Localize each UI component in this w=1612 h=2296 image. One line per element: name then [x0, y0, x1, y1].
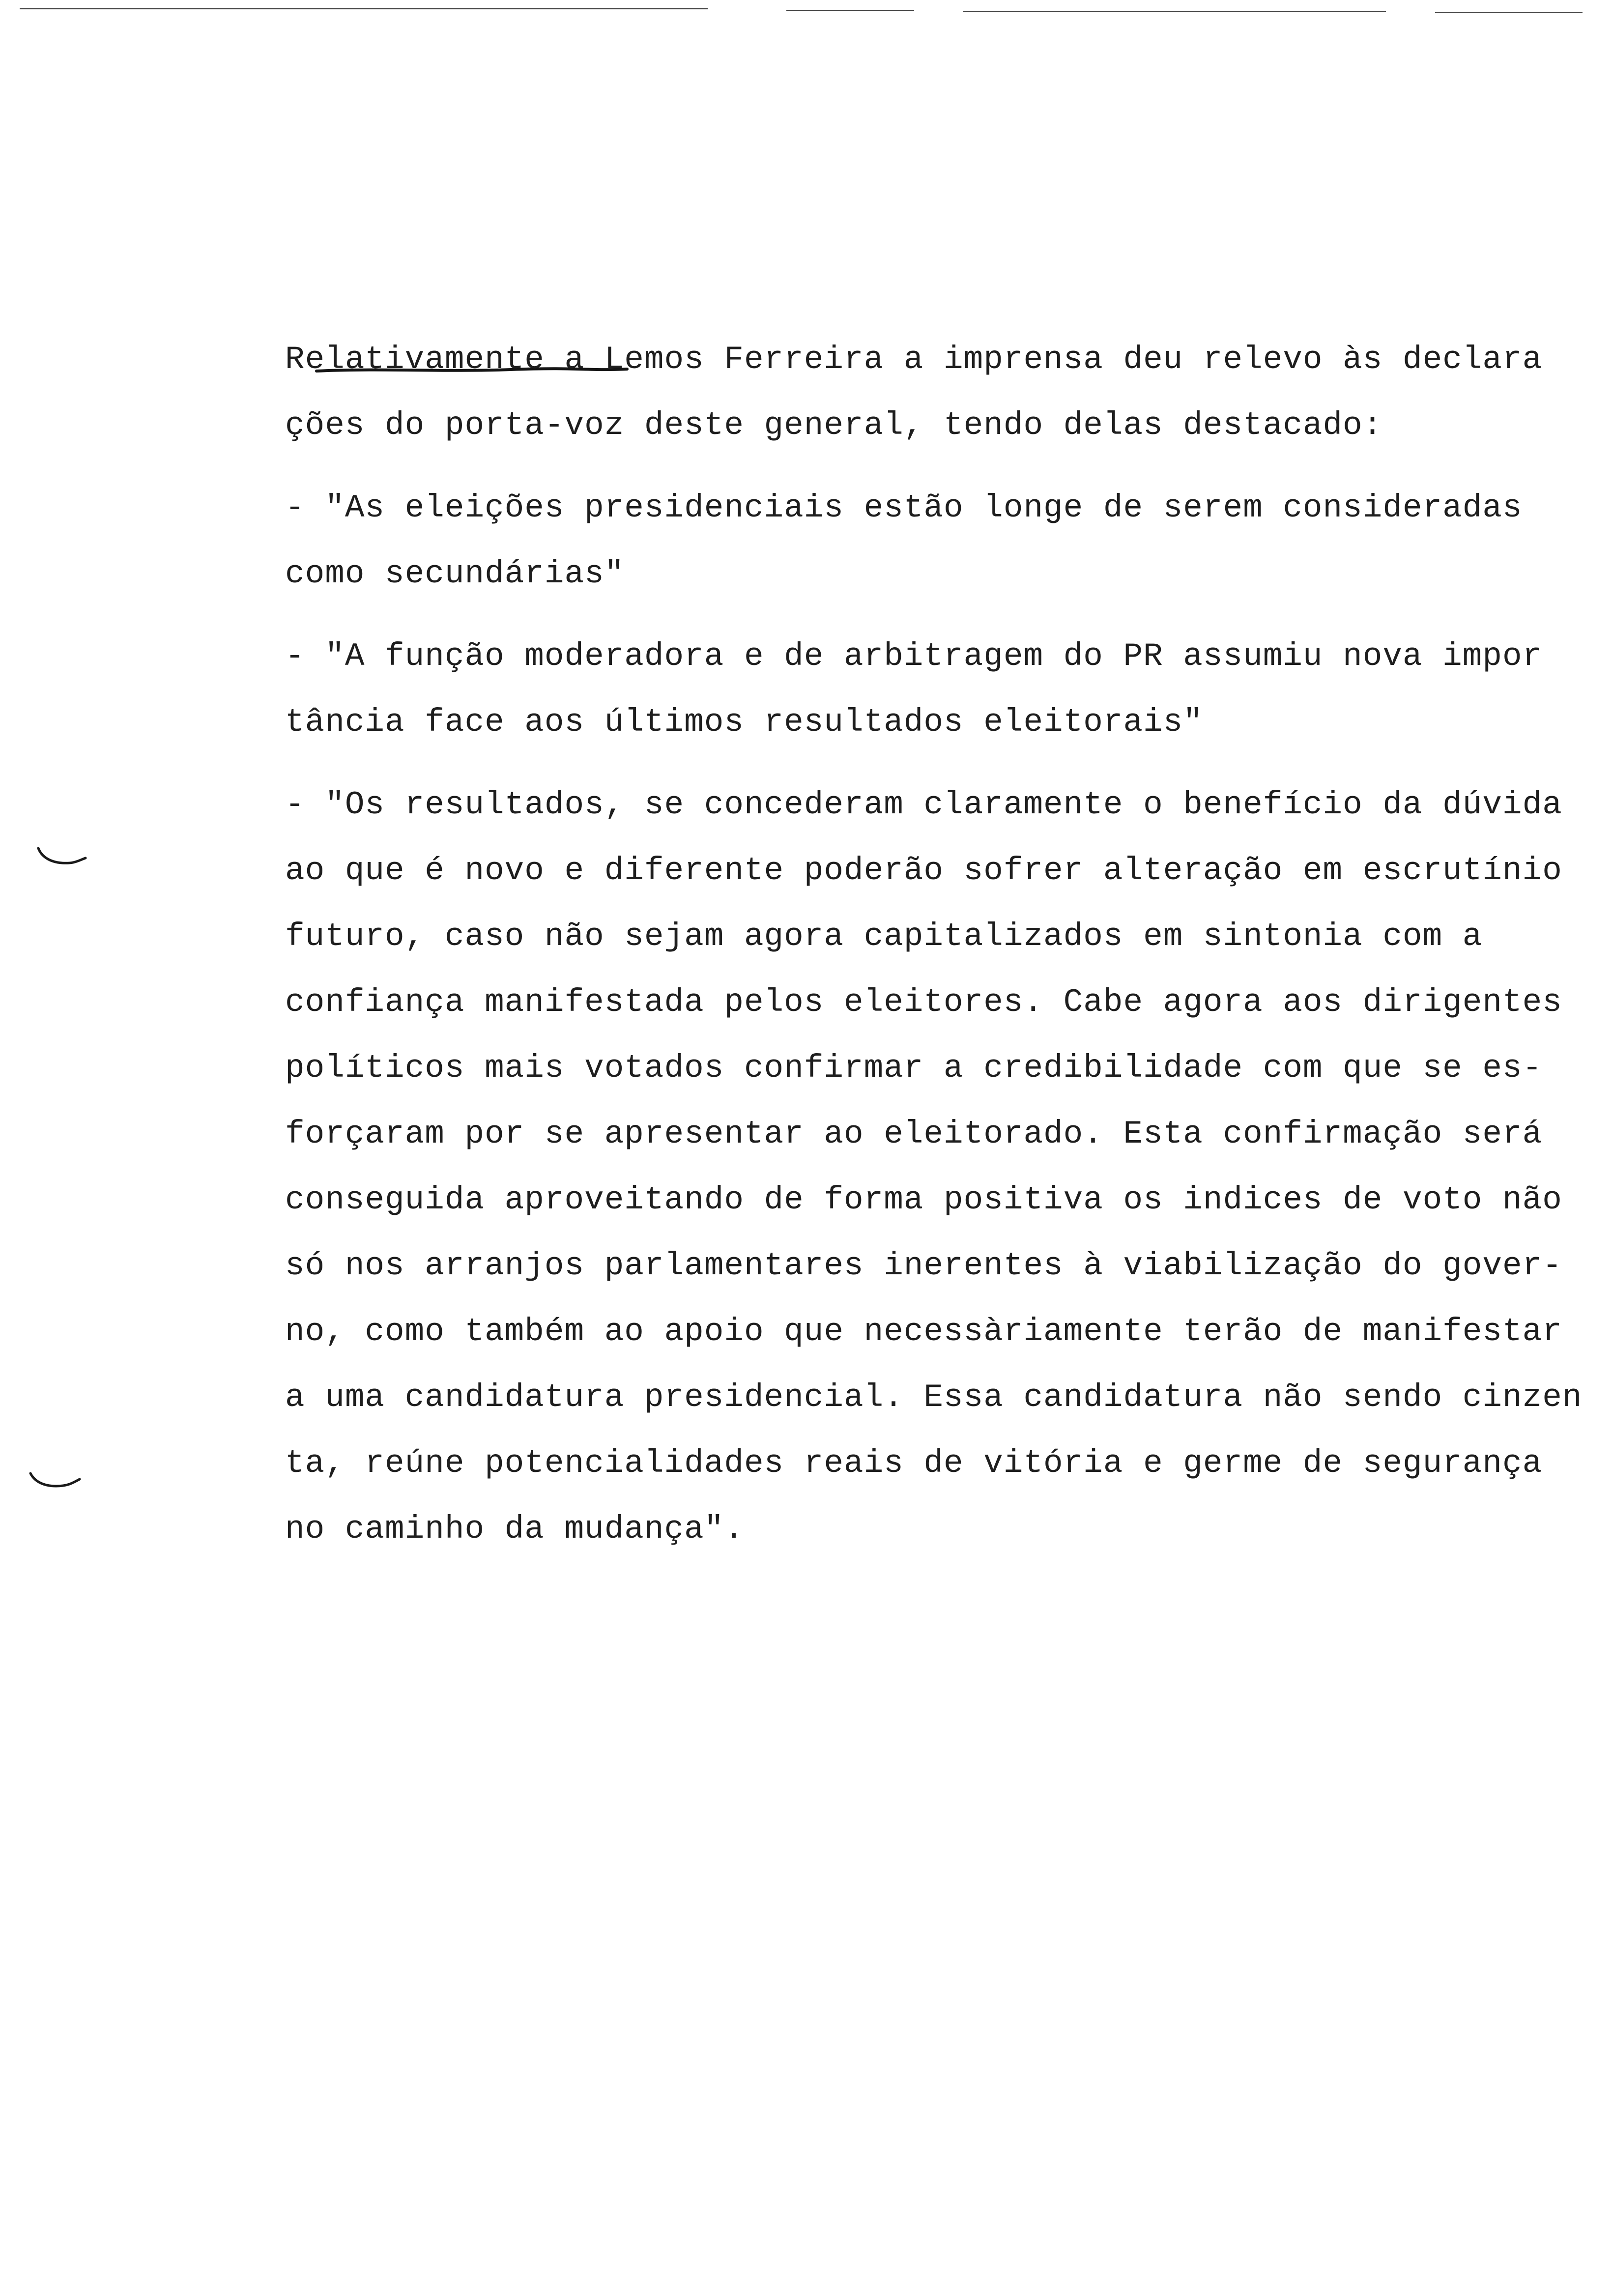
quote-line: tância face aos últimos resultados eleitorais" — [285, 704, 1203, 741]
quote-line: como secundárias" — [285, 555, 625, 592]
scan-edge-line — [20, 8, 708, 9]
paragraph-line: Relativamente a Lemos Ferreira a imprensa deu relevo às declara — [285, 341, 1543, 378]
quote-line: no, como também ao apoio que necessàriamente terão de manifestar — [285, 1313, 1562, 1350]
scan-edge-line — [1435, 12, 1583, 13]
quote-line: ta, reúne potencialidades reais de vitória e germe de segurança — [285, 1445, 1543, 1482]
quote-line: conseguida aproveitando de forma positiva os indices de voto não — [285, 1181, 1562, 1218]
quote-line: a uma candidatura presidencial. Essa candidatura não sendo cinzen — [285, 1379, 1583, 1416]
margin-hand-mark — [34, 845, 88, 870]
quote-line: forçaram por se apresentar ao eleitorado. Esta confirmação será — [285, 1116, 1543, 1152]
quote-line: - "Os resultados, se concederam claramente o benefício da dúvida — [285, 786, 1562, 823]
typed-text-block — [285, 327, 1583, 1562]
quote-line: políticos mais votados confirmar a credibilidade com que se es- — [285, 1050, 1543, 1087]
quote-line: ao que é novo e diferente poderão sofrer alteração em escrutínio — [285, 852, 1562, 889]
scan-edge-line — [786, 10, 914, 11]
quote-line: - "As eleições presidenciais estão longe de serem consideradas — [285, 489, 1523, 526]
quote-line: no caminho da mudança". — [285, 1511, 744, 1548]
quote-line: futuro, caso não sejam agora capitalizados em sintonia com a — [285, 918, 1483, 955]
quote-line: só nos arranjos parlamentares inerentes à viabilização do gover- — [285, 1247, 1562, 1284]
scan-edge-line — [963, 11, 1386, 12]
margin-hand-mark — [28, 1469, 82, 1494]
paragraph-line: ções do porta-voz deste general, tendo delas destacado: — [285, 407, 1383, 444]
quote-line: confiança manifestada pelos eleitores. Cabe agora aos dirigentes — [285, 984, 1562, 1021]
quote-line: - "A função moderadora e de arbitragem do PR assumiu nova impor — [285, 638, 1543, 675]
